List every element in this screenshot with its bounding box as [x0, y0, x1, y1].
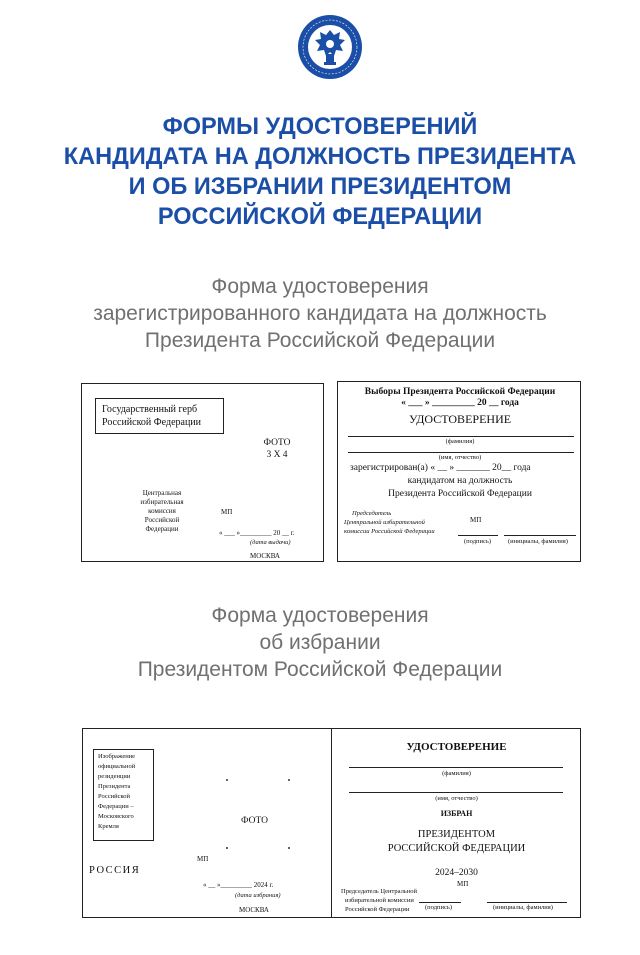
as-candidate: кандидатом на должность	[407, 476, 513, 486]
photo-label: ФОТО	[263, 438, 291, 448]
section2-line-2: об избрании	[259, 631, 381, 654]
stamp-place: МП	[221, 508, 233, 516]
initials-line	[487, 902, 567, 903]
chairman-line-1: Председатель Центральной	[341, 888, 417, 895]
photo-corner-mark	[288, 779, 290, 781]
image-box-line-2: официальной	[98, 763, 136, 770]
photo-corner-mark	[288, 847, 290, 849]
card1-left-page	[81, 383, 324, 562]
signature-line	[419, 902, 461, 903]
section1-line-2: зарегистрированного кандидата на должность	[93, 302, 547, 325]
image-box-line-5: Российской	[98, 793, 131, 800]
photo-label: ФОТО	[241, 816, 269, 826]
card2	[82, 728, 581, 918]
election-date-line: « __ »_________ 2024 г.	[203, 881, 274, 889]
certificate-title: УДОСТОВЕРЕНИЕ	[406, 741, 507, 753]
chairman-line-2: избирательной комиссии	[345, 897, 414, 904]
elected-label: ИЗБРАН	[440, 809, 473, 818]
photo-corner-mark	[226, 779, 228, 781]
signature-caption: (подпись)	[425, 904, 452, 911]
commission-line-1: Центральная	[142, 489, 182, 497]
stamp-place: МП	[470, 516, 482, 524]
surname-caption: (фамилия)	[442, 770, 471, 777]
president-line: Президента Российской Федерации	[388, 489, 532, 499]
name-caption: (имя, отчество)	[438, 454, 482, 461]
cec-emblem-icon	[297, 14, 363, 80]
chairman-line-3: комиссии Российской Федерации	[344, 528, 435, 535]
name-line	[349, 792, 563, 793]
section1-line-1: Форма удостоверения	[211, 275, 429, 298]
emblem-box-line-1: Государственный герб	[102, 404, 198, 415]
section2-line-3: Президентом Российской Федерации	[137, 658, 503, 681]
chairman-line-3: Российской Федерации	[345, 906, 410, 913]
signature-line	[458, 535, 498, 536]
image-box-line-1: Изображение	[98, 753, 136, 760]
commission-line-2: избирательная	[140, 498, 184, 506]
certificate-title: УДОСТОВЕРЕНИЕ	[408, 412, 512, 426]
city-label: МОСКВА	[250, 552, 280, 560]
city-label: МОСКВА	[239, 906, 269, 914]
registered-line: зарегистрирован(а) « __ » _______ 20__ года	[350, 463, 531, 473]
kremlin-image-box	[93, 749, 154, 841]
emblem-box-line-2: Российской Федерации	[102, 417, 202, 428]
section2-heading	[0, 602, 640, 683]
photo-corner-mark	[226, 847, 228, 849]
name-caption: (имя, отчество)	[435, 795, 478, 802]
image-box-line-7: Московского	[98, 813, 134, 820]
image-box-line-4: Президента	[98, 783, 131, 790]
issue-date-caption: (дата выдачи)	[250, 539, 291, 546]
commission-line-3: комиссия	[148, 507, 176, 515]
initials-caption: (инициалы, фамилия)	[508, 538, 568, 545]
issue-date-line: « ___ »_________ 20 __ г.	[219, 529, 295, 537]
image-box-line-6: Федерации –	[98, 803, 134, 810]
election-date: « ___ » _________ 20 __ года	[401, 398, 519, 408]
section1-line-3: Президента Российской Федерации	[144, 329, 496, 352]
card2-fold-line	[331, 729, 332, 917]
card1-right-page	[337, 381, 581, 562]
title-line-1: ФОРМЫ УДОСТОВЕРЕНИЙ	[162, 113, 478, 140]
surname-line	[348, 436, 574, 437]
country-label: РОССИЯ	[89, 865, 141, 876]
photo-size: 3 Х 4	[266, 450, 288, 460]
chairman-line-2: Центральной избирательной	[344, 519, 425, 526]
emblem-box	[95, 398, 224, 434]
election-header: Выборы Президента Российской Федерации	[364, 387, 556, 397]
stamp-place: МП	[457, 880, 469, 888]
stamp-place: МП	[197, 855, 209, 863]
president-line-2: РОССИЙСКОЙ ФЕДЕРАЦИИ	[387, 843, 526, 854]
page-title	[13, 112, 627, 232]
surname-line	[349, 767, 563, 768]
image-box-line-3: резиденции	[98, 773, 131, 780]
name-line	[348, 452, 574, 453]
title-line-3: И ОБ ИЗБРАНИИ ПРЕЗИДЕНТОМ	[128, 173, 512, 200]
commission-line-5: Федерации	[145, 525, 179, 533]
image-box-line-8: Кремля	[98, 823, 119, 830]
section1-heading	[0, 273, 640, 354]
signature-caption: (подпись)	[464, 538, 491, 545]
initials-caption: (инициалы, фамилия)	[493, 904, 553, 911]
commission-line-4: Российской	[144, 516, 180, 524]
title-line-2: КАНДИДАТА НА ДОЛЖНОСТЬ ПРЕЗИДЕНТА	[63, 143, 577, 170]
title-line-4: РОССИЙСКОЙ ФЕДЕРАЦИИ	[157, 203, 483, 230]
term-label: 2024–2030	[435, 868, 478, 878]
surname-caption: (фамилия)	[445, 438, 475, 445]
chairman-line-1: Председатель	[352, 510, 392, 517]
election-date-caption: (дата избрания)	[235, 892, 281, 899]
initials-line	[504, 535, 576, 536]
president-line-1: ПРЕЗИДЕНТОМ	[417, 829, 496, 840]
section2-line-1: Форма удостоверения	[211, 604, 429, 627]
